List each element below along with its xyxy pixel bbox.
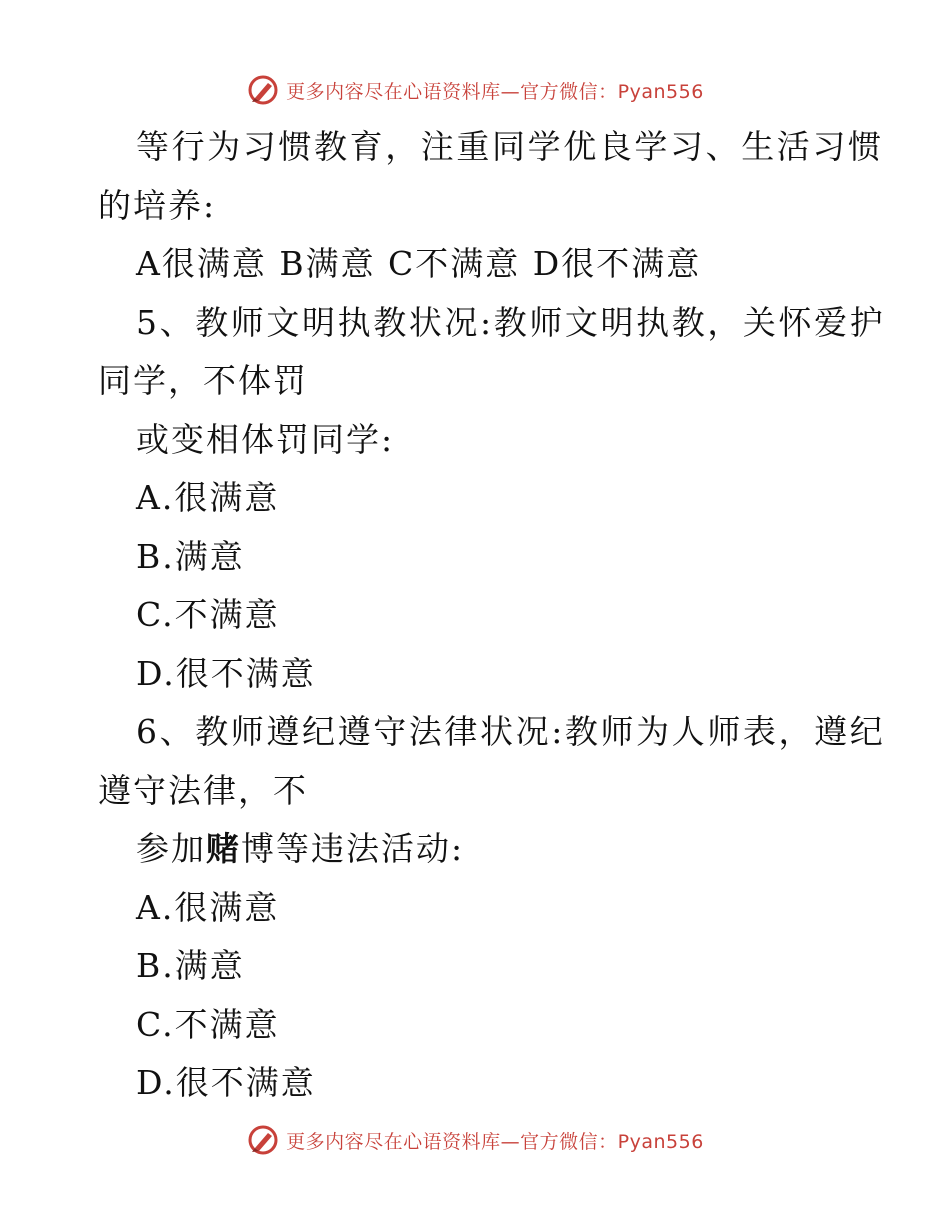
option-c: C.不满意: [136, 1004, 280, 1044]
paragraph-line: 遵守法律，不: [98, 770, 308, 810]
option-d: D.很不满意: [136, 1063, 316, 1102]
text-segment: 博等违法活动:: [241, 829, 465, 868]
header-banner: [0, 70, 950, 110]
option-line: A很满意 B满意 C不满意 D很不满意: [136, 244, 702, 283]
option-a: A.很满意: [136, 887, 280, 927]
text-segment: 参加: [136, 829, 206, 868]
text-segment-bold: 赌: [206, 829, 241, 868]
option-c: C.不满意: [136, 595, 280, 634]
pen-circle-logo-icon: [246, 1123, 280, 1157]
footer-banner-text: 更多内容尽在心语资料库—官方微信：Pyan556: [286, 1130, 704, 1153]
footer-banner: [0, 1120, 950, 1160]
document-body: [98, 118, 886, 1113]
paragraph-line: 或变相体罚同学:: [136, 419, 395, 459]
option-b: B.满意: [136, 946, 245, 985]
option-a: A.很满意: [136, 478, 280, 517]
paragraph-line: 同学，不体罚: [98, 361, 308, 400]
question-6-title: 6、教师遵纪遵守法律状况:教师为人师表，遵纪: [136, 712, 886, 751]
pen-circle-logo-icon: [246, 73, 280, 107]
paragraph-line: 等行为习惯教育，注重同学优良学习、生活习惯: [136, 127, 884, 166]
paragraph-line: [98, 820, 858, 879]
option-d: D.很不满意: [136, 653, 316, 693]
header-banner-text: 更多内容尽在心语资料库—官方微信：Pyan556: [286, 80, 704, 103]
option-b: B.满意: [136, 536, 245, 576]
question-5-title: 5、教师文明执教状况:教师文明执教，关怀爱护: [136, 302, 886, 342]
paragraph-line: 的培养:: [98, 185, 217, 225]
